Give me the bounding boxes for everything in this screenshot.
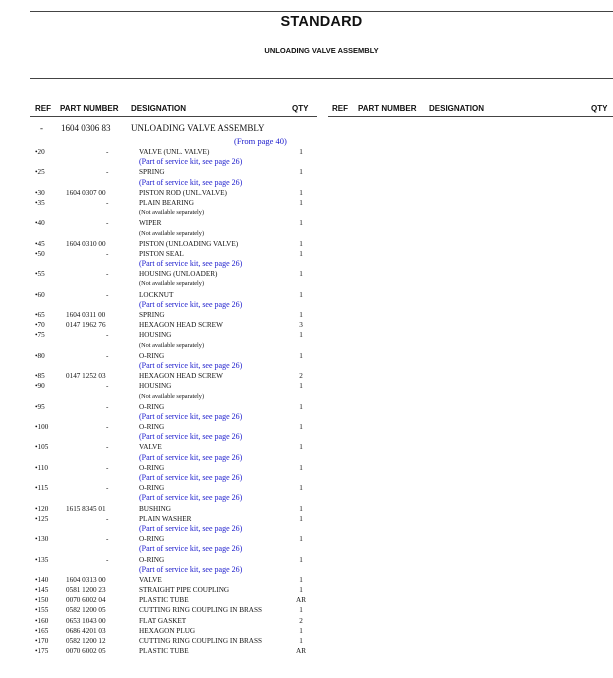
ref-cell: •35 <box>35 198 45 207</box>
ref-cell: •130 <box>35 535 49 544</box>
ref-cell: •105 <box>35 443 49 452</box>
qty-cell: 1 <box>299 382 303 391</box>
service-kit-note[interactable] <box>0 565 320 575</box>
qty-cell: 1 <box>299 198 303 207</box>
table-row <box>0 585 320 595</box>
table-row <box>0 249 320 259</box>
ref-cell: •175 <box>35 647 49 656</box>
designation-cell: VALVE <box>139 443 162 452</box>
qty-cell: 1 <box>299 423 303 432</box>
ref-cell: •110 <box>35 463 49 472</box>
designation-cell: O-RING <box>139 402 165 411</box>
qty-cell: 1 <box>299 626 303 635</box>
assembly-designation: UNLOADING VALVE ASSEMBLY <box>131 123 265 133</box>
table-row <box>0 147 320 157</box>
part-number-cell: 1615 8345 01 <box>66 504 106 513</box>
designation-cell: PISTON ROD (UNL.VALVE) <box>139 188 227 197</box>
part-number-cell: - <box>106 270 109 279</box>
part-number-cell: 0147 1962 76 <box>66 321 106 330</box>
designation-cell: HEXAGON PLUG <box>139 626 196 635</box>
designation-cell: LOCKNUT <box>139 290 174 299</box>
service-kit-note[interactable] <box>0 361 320 371</box>
designation-cell[interactable]: (Part of service kit, see page 26) <box>139 157 243 167</box>
table-row <box>0 442 320 452</box>
page-title: STANDARD <box>280 14 363 30</box>
assembly-row <box>0 123 320 137</box>
ref-cell: •160 <box>35 616 49 625</box>
designation-cell[interactable]: (Part of service kit, see page 26) <box>139 452 243 462</box>
qty-cell: 1 <box>299 239 303 248</box>
designation-cell[interactable]: (Part of service kit, see page 26) <box>139 473 243 482</box>
part-number-cell: - <box>106 249 109 258</box>
designation-cell: HEXAGON HEAD SCREW <box>139 321 223 330</box>
header-ref-left: REF <box>35 104 51 113</box>
part-number-cell: 0653 1043 00 <box>66 616 106 625</box>
table-row <box>0 351 320 361</box>
qty-cell: 1 <box>299 555 303 564</box>
designation-cell[interactable]: (Part of service kit, see page 26) <box>139 259 243 269</box>
availability-note <box>0 392 320 402</box>
qty-cell: 1 <box>299 402 303 411</box>
ref-cell: •80 <box>35 351 45 360</box>
ref-cell: •20 <box>35 148 45 156</box>
part-number-cell: - <box>106 351 109 360</box>
header-part-right: PART NUMBER <box>358 104 417 113</box>
qty-cell: 1 <box>299 463 303 472</box>
title-bottom-rule <box>30 78 613 79</box>
part-number-cell: 0582 1200 12 <box>66 637 106 645</box>
designation-cell[interactable]: (Part of service kit, see page 26) <box>139 360 243 370</box>
service-kit-note[interactable] <box>0 544 320 554</box>
ref-cell: •170 <box>35 637 49 645</box>
part-number-cell: - <box>106 443 109 452</box>
table-row <box>0 269 320 279</box>
designation-cell[interactable]: (Part of service kit, see page 26) <box>139 299 243 309</box>
qty-cell: 1 <box>299 331 303 340</box>
ref-cell: •120 <box>35 504 49 513</box>
part-number-cell: - <box>106 331 109 340</box>
table-row <box>0 626 320 636</box>
part-number-cell: 0582 1200 05 <box>66 606 106 615</box>
part-number-cell: - <box>106 219 109 228</box>
header-rule-left <box>30 116 317 117</box>
designation-cell: HOUSING <box>139 331 172 340</box>
service-kit-note[interactable] <box>0 300 320 310</box>
designation-cell: STRAIGHT PIPE COUPLING <box>139 586 230 595</box>
qty-cell: 1 <box>299 606 303 615</box>
table-row <box>0 167 320 177</box>
part-number-cell: - <box>106 382 109 391</box>
table-row <box>0 483 320 493</box>
part-number-cell: - <box>106 168 109 177</box>
table-row <box>0 310 320 320</box>
part-number-cell: 0070 6002 05 <box>66 647 106 656</box>
designation-cell: PISTON (UNLOADING VALVE) <box>139 239 239 248</box>
part-number-cell: 1604 0313 00 <box>66 575 106 584</box>
ref-cell: •45 <box>35 239 45 248</box>
designation-cell: HOUSING <box>139 382 172 391</box>
designation-cell: WIPER <box>139 219 162 228</box>
part-number-cell: - <box>106 514 109 523</box>
qty-cell: 1 <box>299 637 303 645</box>
from-page-link[interactable]: (From page 40) <box>234 136 287 146</box>
parts-list <box>0 147 320 656</box>
availability-note <box>0 279 320 289</box>
assembly-ref: - <box>40 123 43 133</box>
service-kit-note[interactable] <box>0 524 320 534</box>
qty-cell: 1 <box>299 148 303 156</box>
table-row <box>0 198 320 208</box>
table-row <box>0 636 320 646</box>
table-row <box>0 555 320 565</box>
service-kit-note[interactable] <box>0 259 320 269</box>
ref-cell: •165 <box>35 626 49 635</box>
header-rule-right <box>328 116 613 117</box>
table-row <box>0 402 320 412</box>
designation-cell: VALVE (UNL. VALVE) <box>139 148 210 156</box>
part-number-cell: 1604 0311 00 <box>66 311 106 319</box>
qty-cell: 3 <box>299 321 303 330</box>
ref-cell: •140 <box>35 575 49 584</box>
ref-cell: •70 <box>35 321 45 330</box>
ref-cell: •25 <box>35 168 45 177</box>
designation-cell: (Not available separately) <box>139 229 205 237</box>
designation-cell: PLASTIC TUBE <box>139 596 189 605</box>
table-row <box>0 290 320 300</box>
availability-note <box>0 208 320 218</box>
designation-cell: O-RING <box>139 351 165 360</box>
page-subtitle: UNLOADING VALVE ASSEMBLY <box>264 46 379 55</box>
designation-cell[interactable]: (Part of service kit, see page 26) <box>139 177 243 187</box>
assembly-part-number: 1604 0306 83 <box>61 123 111 133</box>
qty-cell: 1 <box>299 219 303 228</box>
ref-cell: •85 <box>35 372 45 381</box>
qty-cell: 1 <box>299 586 303 595</box>
ref-cell: •95 <box>35 402 45 411</box>
designation-cell: HEXAGON HEAD SCREW <box>139 372 223 381</box>
ref-cell: •40 <box>35 219 45 228</box>
table-row <box>0 239 320 249</box>
designation-cell: PLASTIC TUBE <box>139 647 189 656</box>
qty-cell: 1 <box>299 188 303 197</box>
designation-cell[interactable]: (Part of service kit, see page 26) <box>139 432 243 442</box>
designation-cell: HOUSING (UNLOADER) <box>139 270 218 279</box>
table-row <box>0 371 320 381</box>
designation-cell: PISTON SEAL <box>139 249 184 258</box>
header-designation-right: DESIGNATION <box>429 104 484 113</box>
designation-cell[interactable]: (Part of service kit, see page 26) <box>139 544 243 554</box>
qty-cell: AR <box>296 647 306 656</box>
ref-cell: •60 <box>35 290 45 299</box>
designation-cell: BUSHING <box>139 504 171 513</box>
ref-cell: •145 <box>35 586 49 595</box>
part-number-cell: 0070 6002 04 <box>66 596 106 605</box>
part-number-cell: - <box>106 148 109 156</box>
qty-cell: 1 <box>299 168 303 177</box>
designation-cell: SPRING <box>139 311 165 319</box>
ref-cell: •155 <box>35 606 49 615</box>
ref-cell: •30 <box>35 188 45 197</box>
table-row <box>0 381 320 391</box>
part-number-cell: 1604 0307 00 <box>66 188 106 197</box>
qty-cell: 1 <box>299 484 303 493</box>
ref-cell: •55 <box>35 270 45 279</box>
ref-cell: •100 <box>35 423 49 432</box>
part-number-cell: 1604 0310 00 <box>66 239 106 248</box>
qty-cell: AR <box>296 596 306 605</box>
header-ref-right: REF <box>332 104 348 113</box>
part-number-cell: - <box>106 535 109 544</box>
designation-cell[interactable]: (Part of service kit, see page 26) <box>139 493 243 503</box>
part-number-cell: - <box>106 463 109 472</box>
part-number-cell: - <box>106 290 109 299</box>
table-row <box>0 218 320 228</box>
table-row <box>0 463 320 473</box>
part-number-cell: 0147 1252 03 <box>66 372 106 381</box>
header-designation-left: DESIGNATION <box>131 104 186 113</box>
table-row <box>0 330 320 340</box>
service-kit-note[interactable] <box>0 473 320 483</box>
header-qty-right: QTY <box>591 104 608 113</box>
table-row <box>0 575 320 585</box>
designation-cell: (Not available separately) <box>139 392 205 400</box>
designation-cell[interactable]: (Part of service kit, see page 26) <box>139 564 243 574</box>
ref-cell: •50 <box>35 249 45 258</box>
designation-cell: CUTTING RING COUPLING IN BRASS <box>139 606 262 615</box>
service-kit-note[interactable] <box>0 157 320 167</box>
table-row <box>0 320 320 330</box>
qty-cell: 1 <box>299 575 303 584</box>
designation-cell: O-RING <box>139 535 165 544</box>
designation-cell[interactable]: (Part of service kit, see page 26) <box>139 411 243 421</box>
table-row <box>0 595 320 605</box>
part-number-cell: - <box>106 402 109 411</box>
designation-cell: CUTTING RING COUPLING IN BRASS <box>139 637 262 645</box>
designation-cell: O-RING <box>139 484 165 493</box>
designation-cell: (Not available separately) <box>139 341 205 349</box>
part-number-cell: - <box>106 423 109 432</box>
part-number-cell: - <box>106 198 109 207</box>
ref-cell: •90 <box>35 382 45 391</box>
availability-note <box>0 229 320 239</box>
ref-cell: •115 <box>35 484 49 493</box>
qty-cell: 1 <box>299 443 303 452</box>
designation-cell: O-RING <box>139 463 165 472</box>
qty-cell: 1 <box>299 514 303 523</box>
qty-cell: 1 <box>299 504 303 513</box>
designation-cell: PLAIN WASHER <box>139 514 192 523</box>
qty-cell: 1 <box>299 351 303 360</box>
ref-cell: •75 <box>35 331 45 340</box>
table-row <box>0 504 320 514</box>
qty-cell: 1 <box>299 270 303 279</box>
header-part-left: PART NUMBER <box>60 104 119 113</box>
table-row <box>0 422 320 432</box>
table-row <box>0 188 320 198</box>
service-kit-note[interactable] <box>0 178 320 188</box>
service-kit-note[interactable] <box>0 412 320 422</box>
qty-cell: 2 <box>299 372 303 381</box>
top-rule <box>30 11 613 12</box>
qty-cell: 1 <box>299 249 303 258</box>
table-row <box>0 646 320 656</box>
designation-cell: (Not available separately) <box>139 280 205 288</box>
designation-cell: PLAIN BEARING <box>139 198 194 207</box>
qty-cell: 2 <box>299 616 303 625</box>
table-row <box>0 534 320 544</box>
part-number-cell: - <box>106 555 109 564</box>
header-qty-left: QTY <box>292 104 309 113</box>
table-row <box>0 616 320 626</box>
designation-cell: SPRING <box>139 168 165 177</box>
part-number-cell: 0686 4201 03 <box>66 626 106 635</box>
part-number-cell: 0581 1200 23 <box>66 586 106 595</box>
designation-cell: O-RING <box>139 555 165 564</box>
qty-cell: 1 <box>299 290 303 299</box>
service-kit-note[interactable] <box>0 493 320 503</box>
designation-cell: FLAT GASKET <box>139 616 187 625</box>
ref-cell: •150 <box>35 596 49 605</box>
service-kit-note[interactable] <box>0 453 320 463</box>
service-kit-note[interactable] <box>0 432 320 442</box>
availability-note <box>0 341 320 351</box>
table-row <box>0 514 320 524</box>
designation-cell: O-RING <box>139 423 165 432</box>
part-number-cell: - <box>106 484 109 493</box>
ref-cell: •65 <box>35 311 45 319</box>
designation-cell: (Not available separately) <box>139 209 205 217</box>
table-row <box>0 605 320 615</box>
ref-cell: •135 <box>35 555 49 564</box>
qty-cell: 1 <box>299 535 303 544</box>
designation-cell[interactable]: (Part of service kit, see page 26) <box>139 523 243 533</box>
ref-cell: •125 <box>35 514 49 523</box>
designation-cell: VALVE <box>139 575 162 584</box>
qty-cell: 1 <box>299 311 303 319</box>
